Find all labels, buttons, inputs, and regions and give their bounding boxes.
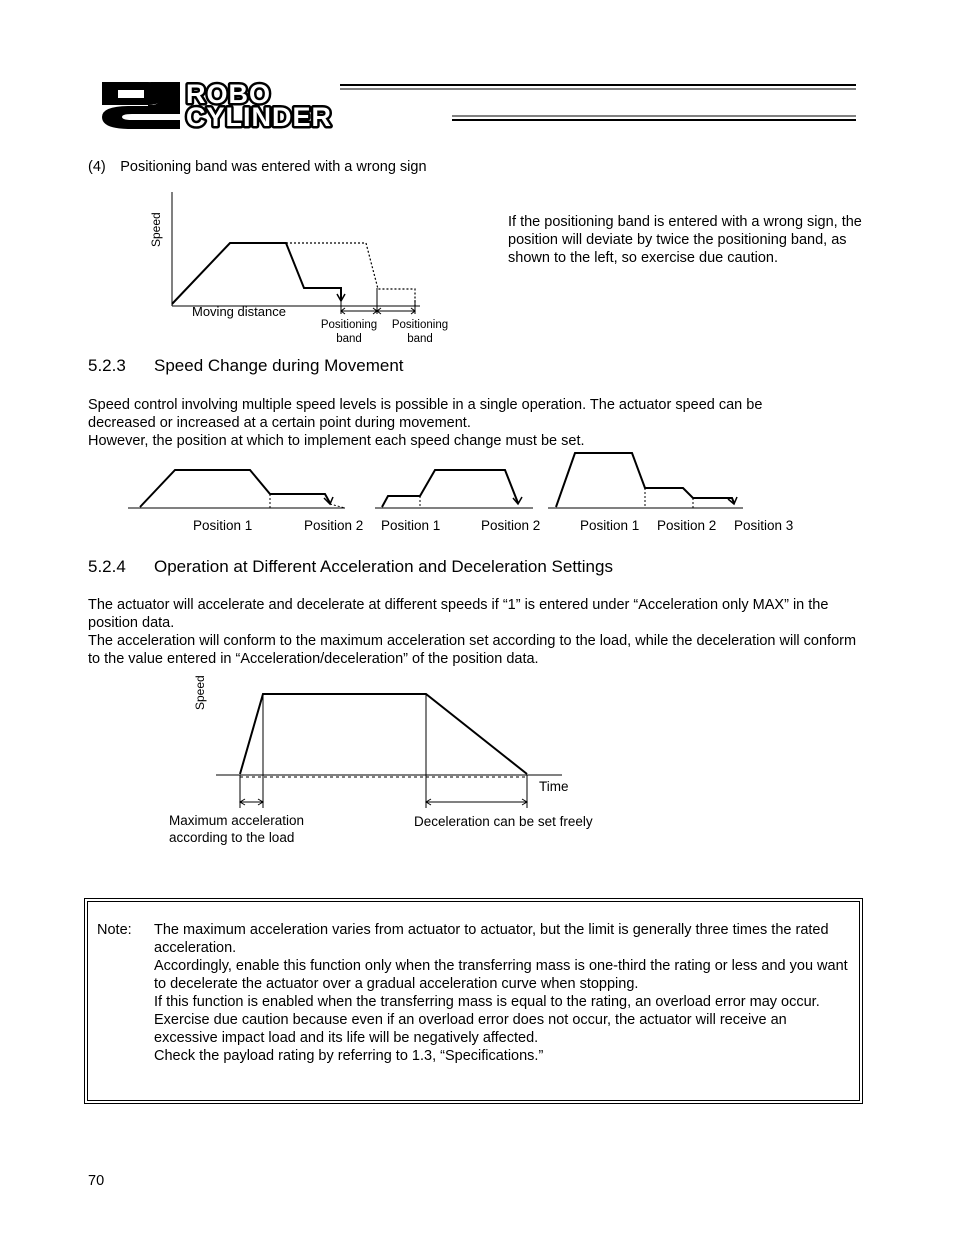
d1-position-2: Position 2 xyxy=(304,518,364,533)
max-accel-label-2: according to the load xyxy=(169,830,295,845)
decel-label: Deceleration can be set freely xyxy=(414,814,593,829)
s523-number: 5.2.3 xyxy=(88,356,126,375)
note-line-3: If this function is enabled when the transferring mass is equal to the rating, an overload error may occur. xyxy=(154,994,820,1010)
speed-change-diagrams xyxy=(120,445,760,515)
note-line-4: Exercise due caution because even if an overload error does not occur, the actuator will receive an excessive impact load and its life will be negatively affected. xyxy=(154,1012,787,1046)
note-body xyxy=(154,921,850,1065)
d3-position-1: Position 1 xyxy=(580,518,640,533)
note-line-5: Check the payload rating by referring to 1.3, “Specifications.” xyxy=(154,1048,544,1064)
positioning-band-label-2: Positioning band xyxy=(391,319,449,345)
s524-number: 5.2.4 xyxy=(88,557,126,576)
s523-title: Speed Change during Movement xyxy=(154,356,404,375)
moving-distance-label: Moving distance xyxy=(192,304,286,319)
header-rule-bottom xyxy=(452,115,858,123)
speed-axis-label-2: Speed xyxy=(193,675,207,710)
d3-position-3: Position 3 xyxy=(734,518,794,533)
page-number: 70 xyxy=(88,1173,105,1189)
rc-emblem xyxy=(102,82,180,129)
note-line-2: Accordingly, enable this function only when the transferring mass is one-third the rating or less and you want to decelerate the actuator over a gradual acceleration curve when stopping. xyxy=(154,958,848,992)
section4-note: If the positioning band is entered with a wrong sign, the position will deviate by twice the positioning band, as shown to the left, so exercise due caution. xyxy=(508,214,862,266)
time-axis-label: Time xyxy=(539,779,569,794)
s523-para-1: Speed control involving multiple speed levels is possible in a single operation. The actuator speed can be decreased or increased at a certain point during movement. xyxy=(88,397,763,431)
note-label: Note: xyxy=(97,922,132,938)
positioning-band-label-1: Positioning band xyxy=(320,319,378,345)
d3-position-2: Position 2 xyxy=(657,518,717,533)
d1-position-1: Position 1 xyxy=(193,518,253,533)
max-accel-label-1: Maximum acceleration xyxy=(169,813,305,828)
section4-heading: (4) Positioning band was entered with a wrong sign xyxy=(88,159,427,175)
s524-title: Operation at Different Acceleration and Deceleration Settings xyxy=(154,557,613,576)
header-rule-top xyxy=(340,84,858,92)
logo-text-top: ROBO xyxy=(186,79,271,109)
d2-position-1: Position 1 xyxy=(381,518,441,533)
s524-para-2: The acceleration will conform to the maximum acceleration set according to the load, while the deceleration will conform to the value entered in “Acceleration/deceleration” of the position data. xyxy=(88,633,857,667)
d2-position-2: Position 2 xyxy=(481,518,541,533)
speed-axis-label: Speed xyxy=(149,212,163,247)
note-line-1: The maximum acceleration varies from actuator to actuator, but the limit is generally three times the rated acceleration. xyxy=(154,922,829,956)
s523-para-2: However, the position at which to implement each speed change must be set. xyxy=(88,433,585,449)
acceleration-diagram xyxy=(190,668,580,818)
logo-text-bottom: CYLINDER xyxy=(186,102,333,132)
s524-para-1: The actuator will accelerate and decelerate at different speeds if “1” is entered under “Acceleration only MAX” in the position data. xyxy=(88,597,829,631)
